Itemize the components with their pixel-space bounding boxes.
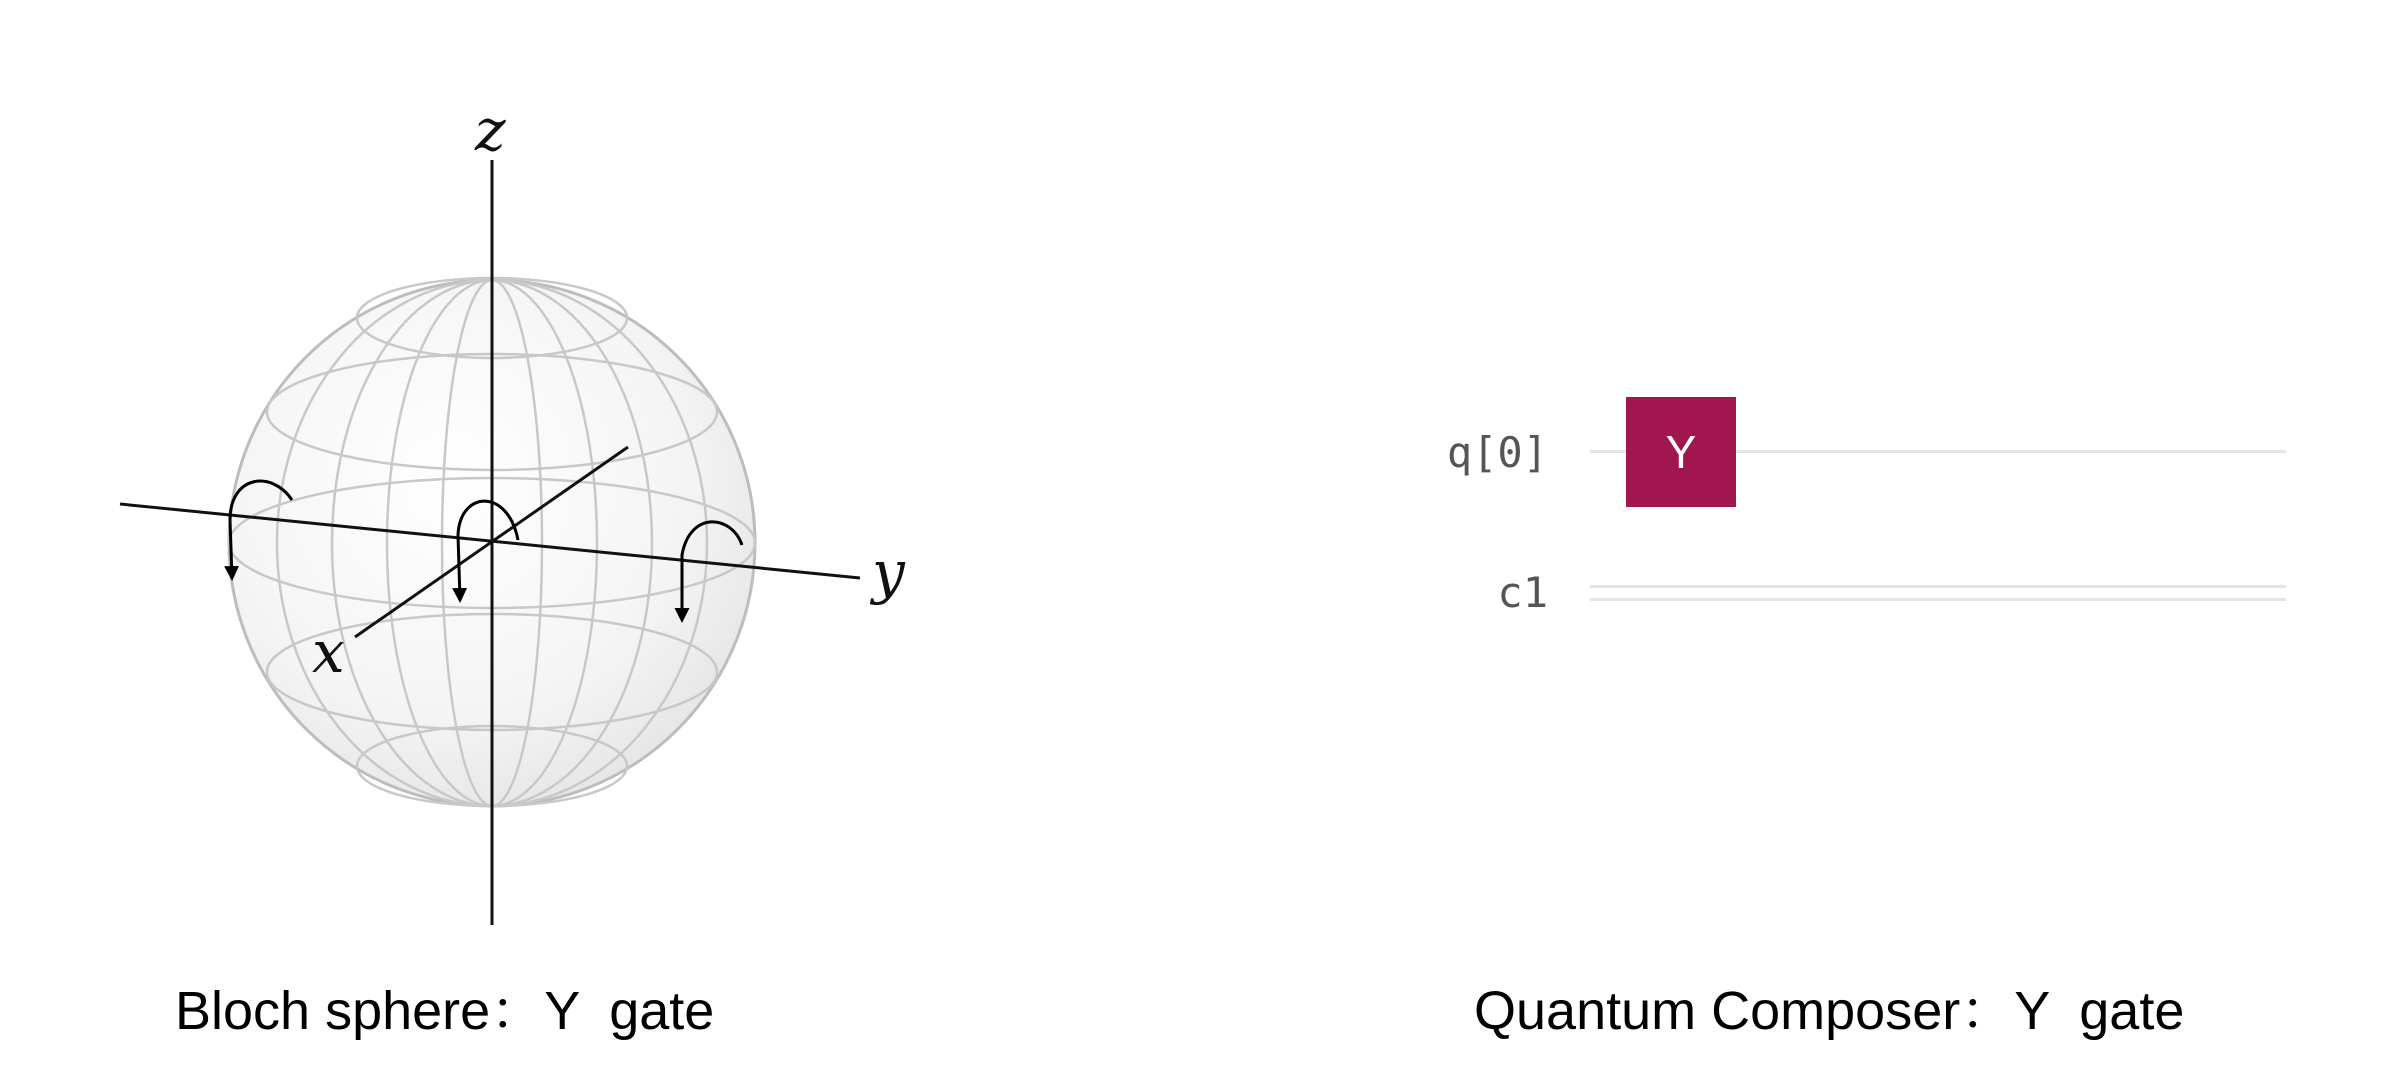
composer-caption: Quantum Composer：Y gate — [1474, 981, 2185, 1041]
bloch-caption: Bloch sphere：Y gate — [175, 981, 715, 1041]
classical-register-label: c1 — [1497, 568, 1548, 617]
y-axis-label: y — [872, 538, 905, 606]
y-gate[interactable]: Y — [1626, 397, 1736, 507]
qubit-label: q[0] — [1446, 428, 1548, 477]
classical-wire — [1590, 585, 2286, 601]
z-axis-label: z — [475, 96, 506, 164]
x-axis-label: x — [312, 618, 345, 686]
